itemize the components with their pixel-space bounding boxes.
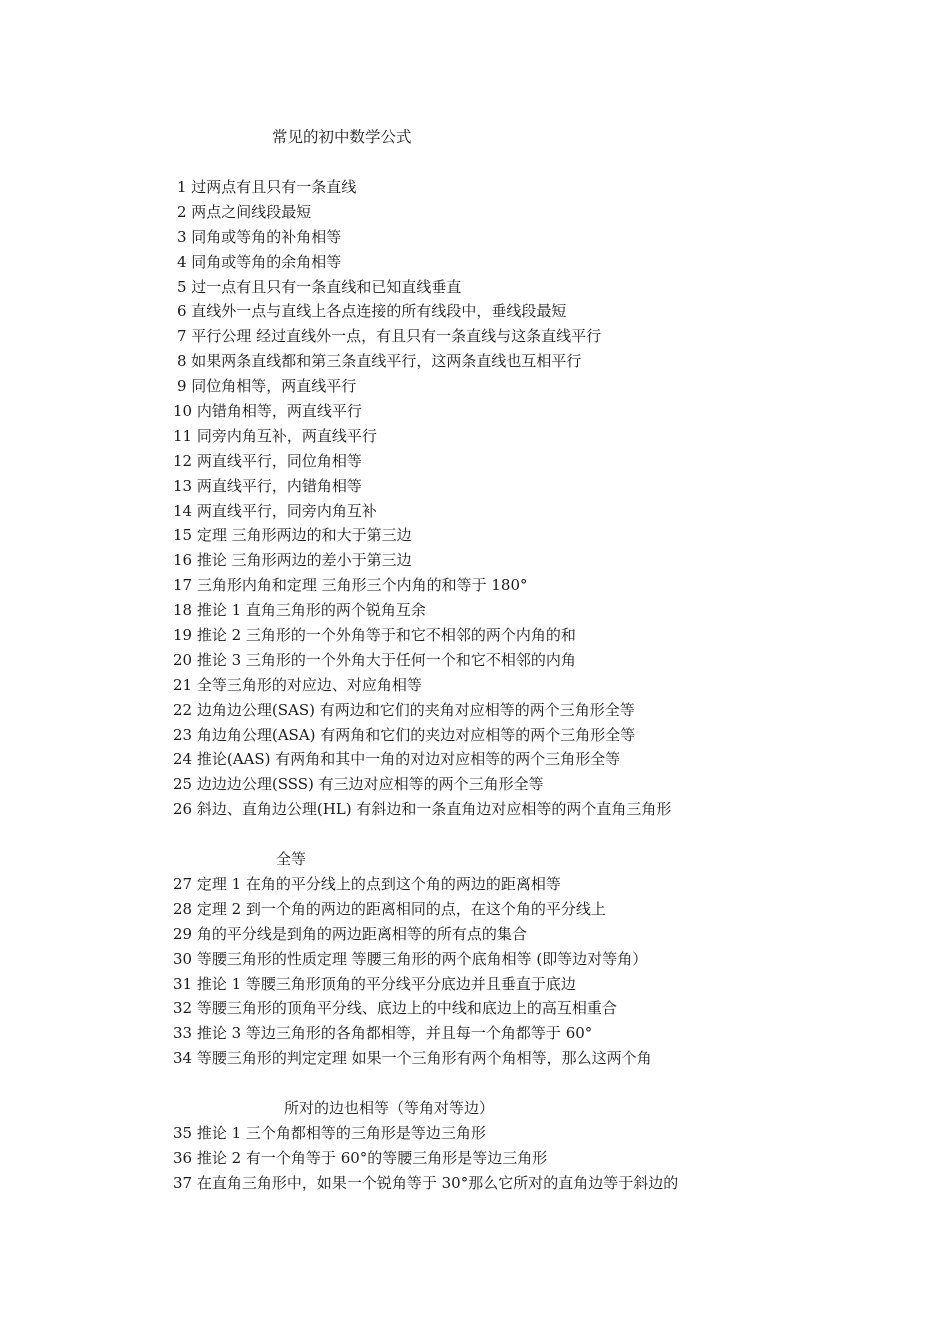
- list-item: 31 推论 1 等腰三角形顶角的平分线平分底边并且垂直于底边: [173, 974, 576, 993]
- list-item: 17 三角形内角和定理 三角形三个内角的和等于 180°: [173, 576, 528, 595]
- list-item: 14 两直线平行，同旁内角互补: [173, 501, 377, 520]
- list-item: 32 等腰三角形的顶角平分线、底边上的中线和底边上的高互相重合: [173, 999, 617, 1018]
- list-item: 1 过两点有且只有一条直线: [177, 178, 357, 196]
- list-item: 19 推论 2 三角形的一个外角等于和它不相邻的两个内角的和: [173, 626, 576, 645]
- list-item: 24 推论(AAS) 有两角和其中一角的对边对应相等的两个三角形全等: [173, 750, 621, 769]
- list-item: 23 角边角公理(ASA) 有两角和它们的夹边对应相等的两个三角形全等: [173, 725, 636, 744]
- document-title: 常见的初中数学公式: [272, 128, 412, 146]
- list-item: 21 全等三角形的对应边、对应角相等: [173, 675, 422, 694]
- list-item: 8 如果两条直线都和第三条直线平行，这两条直线也互相平行: [177, 352, 582, 371]
- list-item: 28 定理 2 到一个角的两边的距离相同的点，在这个角的平分线上: [173, 899, 606, 918]
- list-item: 13 两直线平行，内错角相等: [173, 476, 362, 495]
- list-item: 11 同旁内角互补，两直线平行: [173, 426, 377, 445]
- list-item: 12 两直线平行，同位角相等: [173, 451, 362, 470]
- list-item: 2 两点之间线段最短: [177, 202, 312, 221]
- list-item: 10 内错角相等，两直线平行: [173, 402, 362, 421]
- list-item: 9 同位角相等，两直线平行: [177, 377, 357, 396]
- blank-line: [0, 1071, 950, 1096]
- list-item: 34 等腰三角形的判定定理 如果一个三角形有两个角相等，那么这两个角: [173, 1049, 652, 1068]
- list-item: 33 推论 3 等边三角形的各角都相等，并且每一个角都等于 60°: [173, 1024, 593, 1043]
- list-item: 25 边边边公理(SSS) 有三边对应相等的两个三角形全等: [173, 775, 544, 794]
- list-item: 22 边角边公理(SAS) 有两边和它们的夹角对应相等的两个三角形全等: [173, 700, 635, 719]
- list-item: 4 同角或等角的余角相等: [177, 252, 342, 271]
- formula-list: [0, 175, 950, 1196]
- list-item: 7 平行公理 经过直线外一点，有且只有一条直线与这条直线平行: [177, 327, 602, 346]
- list-item: 16 推论 三角形两边的差小于第三边: [173, 551, 412, 570]
- list-item: 29 角的平分线是到角的两边距离相等的所有点的集合: [173, 924, 527, 943]
- list-item-continuation: 全等: [276, 850, 307, 869]
- list-item: 27 定理 1 在角的平分线上的点到这个角的两边的距离相等: [173, 874, 561, 893]
- list-item: 20 推论 3 三角形的一个外角大于任何一个和它不相邻的内角: [173, 650, 576, 669]
- list-item: 15 定理 三角形两边的和大于第三边: [173, 526, 412, 545]
- list-item: 35 推论 1 三个角都相等的三角形是等边三角形: [173, 1123, 486, 1142]
- list-item: 6 直线外一点与直线上各点连接的所有线段中，垂线段最短: [177, 302, 567, 321]
- list-item: 5 过一点有且只有一条直线和已知直线垂直: [177, 277, 462, 296]
- list-item: 3 同角或等角的补角相等: [177, 227, 342, 246]
- list-item: 18 推论 1 直角三角形的两个锐角互余: [173, 601, 426, 620]
- list-item: 36 推论 2 有一个角等于 60°的等腰三角形是等边三角形: [173, 1148, 548, 1167]
- list-item-continuation: 所对的边也相等（等角对等边）: [284, 1098, 495, 1117]
- list-item: 26 斜边、直角边公理(HL) 有斜边和一条直角边对应相等的两个直角三角形: [173, 800, 672, 819]
- list-item: 37 在直角三角形中，如果一个锐角等于 30°那么它所对的直角边等于斜边的: [173, 1173, 679, 1192]
- list-item: 30 等腰三角形的性质定理 等腰三角形的两个底角相等 (即等边对等角）: [173, 949, 648, 968]
- blank-line: [0, 822, 950, 847]
